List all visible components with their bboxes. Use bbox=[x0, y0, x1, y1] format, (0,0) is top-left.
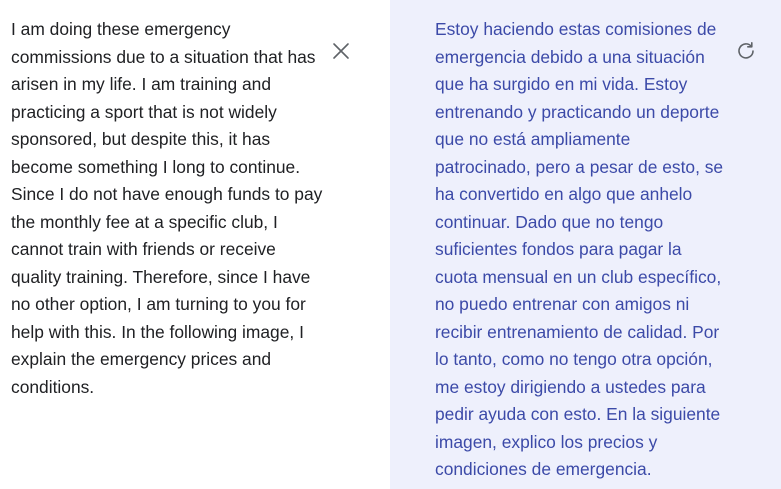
source-panel bbox=[0, 0, 390, 489]
source-text[interactable]: I am doing these emergency commissions due to a situation that has arisen in my life. I am training and practicing a sport that is not widely sponsored, but despite this, it has become something I long to continue. Since I do not have enough funds to pay the monthly fee at a specific club, I cannot train with friends or receive quality training. Therefore, since I have no other option, I am turning to you for help with this. In the following image, I explain the emergency prices and conditions. bbox=[11, 19, 323, 397]
refresh-translation-button[interactable] bbox=[734, 39, 758, 63]
translation-panel bbox=[390, 0, 781, 489]
close-icon bbox=[332, 42, 350, 60]
clear-source-button[interactable] bbox=[329, 39, 353, 63]
translated-text: Estoy haciendo estas comisiones de emergencia debido a una situación que ha surgido en mi vida. Estoy entrenando y practicando un deporte que no está ampliamente patrocinado, pero a pesar de esto, se ha convertido en algo que anhelo continuar. Dado que no tengo suficientes fondos para pagar la cuota mensual en un club específico, no puedo entrenar con amigos ni recibir entrenamiento de calidad. Por lo tanto, como no tengo otra opción, me estoy dirigiendo a ustedes para pedir ayuda con esto. En la siguiente imagen, explico los precios y condiciones de emergencia. bbox=[435, 19, 724, 479]
refresh-icon bbox=[736, 41, 756, 61]
